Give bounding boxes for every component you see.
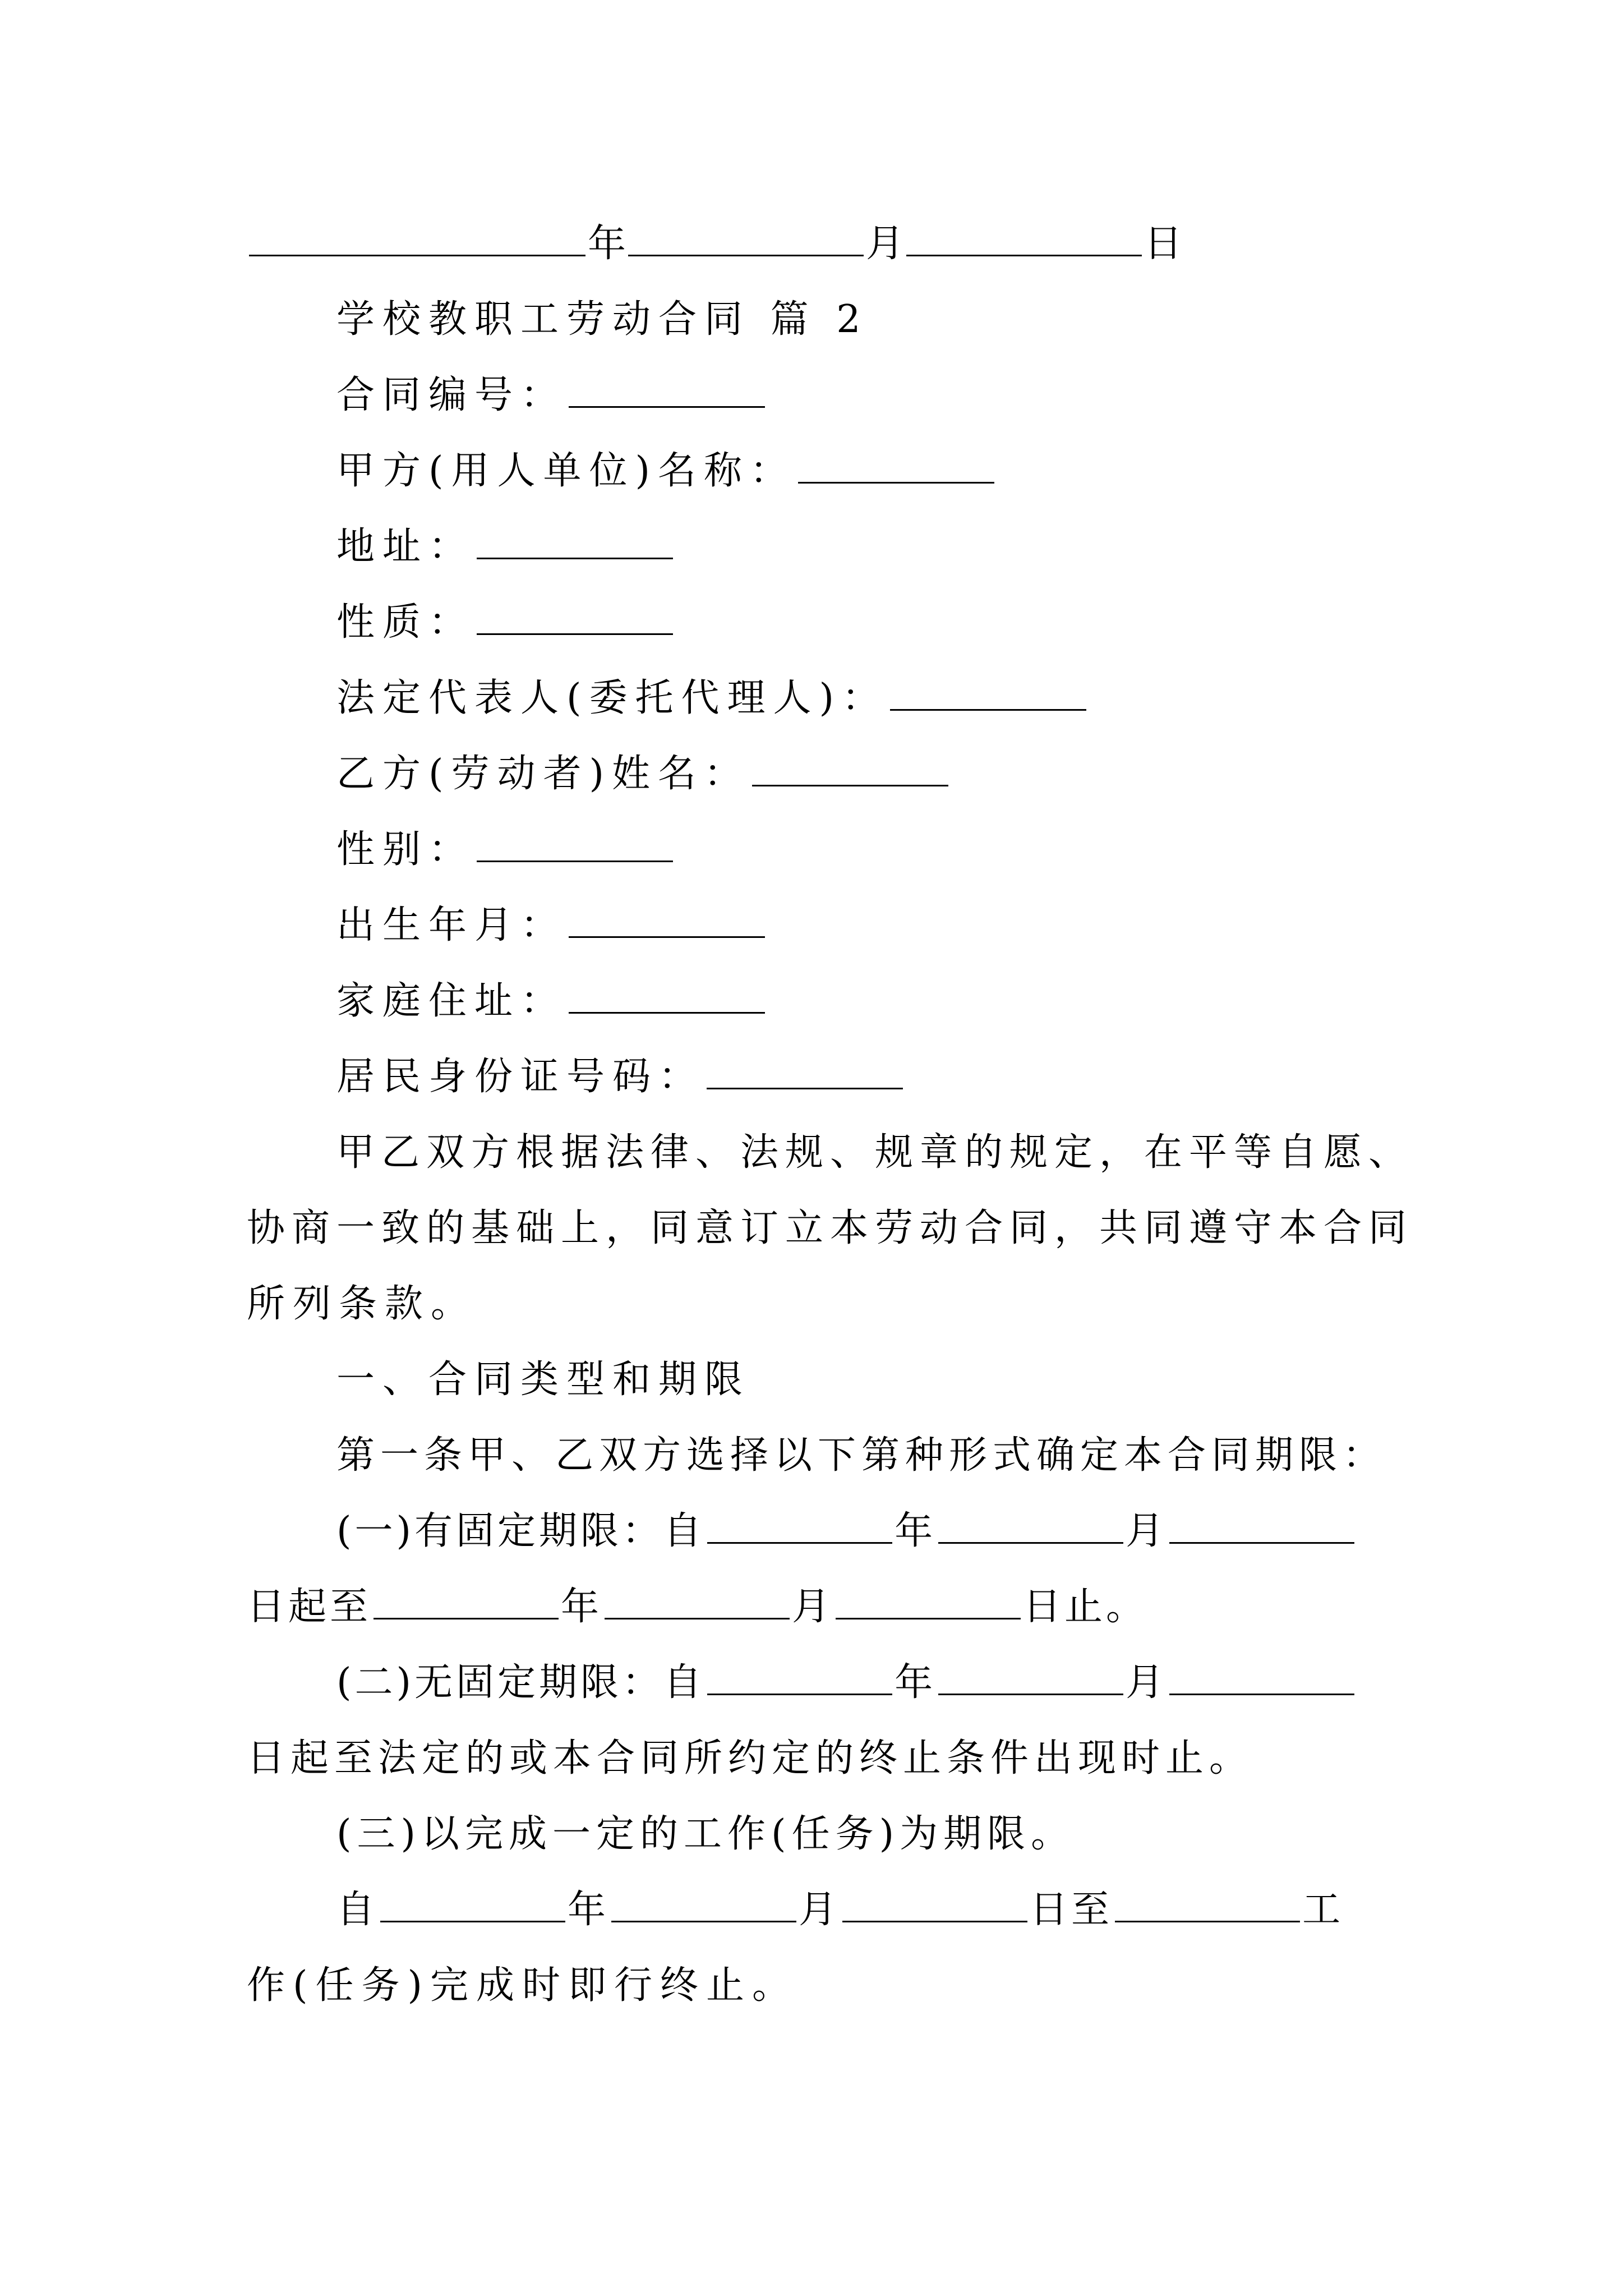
- blank-field[interactable]: [707, 1051, 903, 1089]
- field-employer-name: [336, 443, 997, 499]
- blank-field[interactable]: [707, 1657, 892, 1695]
- blank-field[interactable]: [605, 1581, 790, 1619]
- year-char: 年: [895, 1509, 937, 1553]
- option-1-line-2: [247, 1579, 1147, 1635]
- field-label: 性质：: [336, 600, 475, 645]
- blank-field[interactable]: [890, 672, 1086, 711]
- option-3-text: (三)以完成一定的工作(任务)为期限。: [336, 1812, 1075, 1856]
- year-char: 年: [568, 1888, 610, 1932]
- blank-field[interactable]: [569, 369, 765, 408]
- field-label: 性别：: [336, 827, 475, 872]
- field-birth: [336, 898, 767, 954]
- blank-field[interactable]: [477, 823, 673, 862]
- contract-title: 学校教职工劳动合同 篇 2: [336, 297, 869, 342]
- field-label: 家庭住址：: [336, 979, 567, 1023]
- month-char: 月: [792, 1585, 834, 1629]
- month-char: 月: [1126, 1509, 1168, 1553]
- option-text: 工: [1302, 1888, 1344, 1932]
- blank-field[interactable]: [906, 218, 1142, 256]
- option-3-line-1: [336, 1882, 1344, 1938]
- blank-field[interactable]: [798, 445, 994, 484]
- option-text: 日起至: [247, 1585, 372, 1629]
- field-home-address: [336, 973, 767, 1029]
- intro-line-1: 甲乙双方根据法律、法规、规章的规定，在平等自愿、: [336, 1130, 1414, 1175]
- field-label: 甲方(用人单位)名称：: [336, 449, 796, 493]
- blank-field[interactable]: [938, 1505, 1123, 1544]
- field-label: 合同编号：: [336, 373, 567, 417]
- blank-field[interactable]: [1115, 1884, 1300, 1922]
- blank-field[interactable]: [752, 748, 948, 786]
- blank-field[interactable]: [707, 1505, 892, 1544]
- field-legal-rep: [336, 670, 1089, 726]
- option-lead: (二)无固定期限：自: [336, 1660, 706, 1705]
- option-3-line-2: 作(任务)完成时即行终止。: [247, 1963, 799, 2008]
- blank-field[interactable]: [249, 218, 585, 256]
- blank-field[interactable]: [628, 218, 864, 256]
- blank-field[interactable]: [374, 1581, 559, 1619]
- blank-field[interactable]: [477, 521, 673, 559]
- year-char: 年: [561, 1585, 603, 1629]
- option-text: 日至: [1030, 1888, 1113, 1932]
- field-label: 居民身份证号码：: [336, 1055, 705, 1099]
- option-2-line-1: [336, 1655, 1357, 1711]
- day-char: 日: [1144, 222, 1183, 266]
- option-2-line-2: 日起至法定的或本合同所约定的终止条件出现时止。: [247, 1736, 1253, 1780]
- option-lead: (一)有固定期限：自: [336, 1509, 706, 1553]
- blank-field[interactable]: [1169, 1505, 1354, 1544]
- option-text: 日止。: [1023, 1585, 1148, 1629]
- field-id-number: [336, 1049, 905, 1105]
- month-char: 月: [1126, 1660, 1168, 1705]
- intro-line-3: 所列条款。: [247, 1282, 477, 1326]
- blank-field[interactable]: [842, 1884, 1027, 1922]
- article-1: 第一条甲、乙双方选择以下第种形式确定本合同期限：: [336, 1433, 1387, 1478]
- blank-field[interactable]: [569, 899, 765, 938]
- year-char: 年: [588, 222, 626, 266]
- field-nature: [336, 595, 675, 651]
- blank-field[interactable]: [836, 1581, 1021, 1619]
- field-gender: [336, 822, 675, 878]
- field-address: [336, 519, 675, 575]
- field-contract-no: [336, 367, 767, 424]
- option-text: 自: [336, 1888, 379, 1932]
- blank-field[interactable]: [1169, 1657, 1354, 1695]
- section-heading: 一、合同类型和期限: [336, 1358, 751, 1402]
- option-1-line-1: [336, 1503, 1357, 1559]
- field-label: 出生年月：: [336, 903, 567, 947]
- date-line: [247, 216, 1182, 272]
- field-label: 法定代表人(委托代理人)：: [336, 676, 888, 720]
- field-label: 地址：: [336, 524, 475, 569]
- field-label: 乙方(劳动者)姓名：: [336, 752, 750, 796]
- blank-field[interactable]: [938, 1657, 1123, 1695]
- blank-field[interactable]: [611, 1884, 796, 1922]
- blank-field[interactable]: [569, 975, 765, 1014]
- intro-line-2: 协商一致的基础上，同意订立本劳动合同，共同遵守本合同: [247, 1206, 1414, 1250]
- month-char: 月: [866, 222, 905, 266]
- blank-field[interactable]: [380, 1884, 565, 1922]
- month-char: 月: [799, 1888, 841, 1932]
- field-employee-name: [336, 746, 951, 802]
- year-char: 年: [895, 1660, 937, 1705]
- blank-field[interactable]: [477, 596, 673, 635]
